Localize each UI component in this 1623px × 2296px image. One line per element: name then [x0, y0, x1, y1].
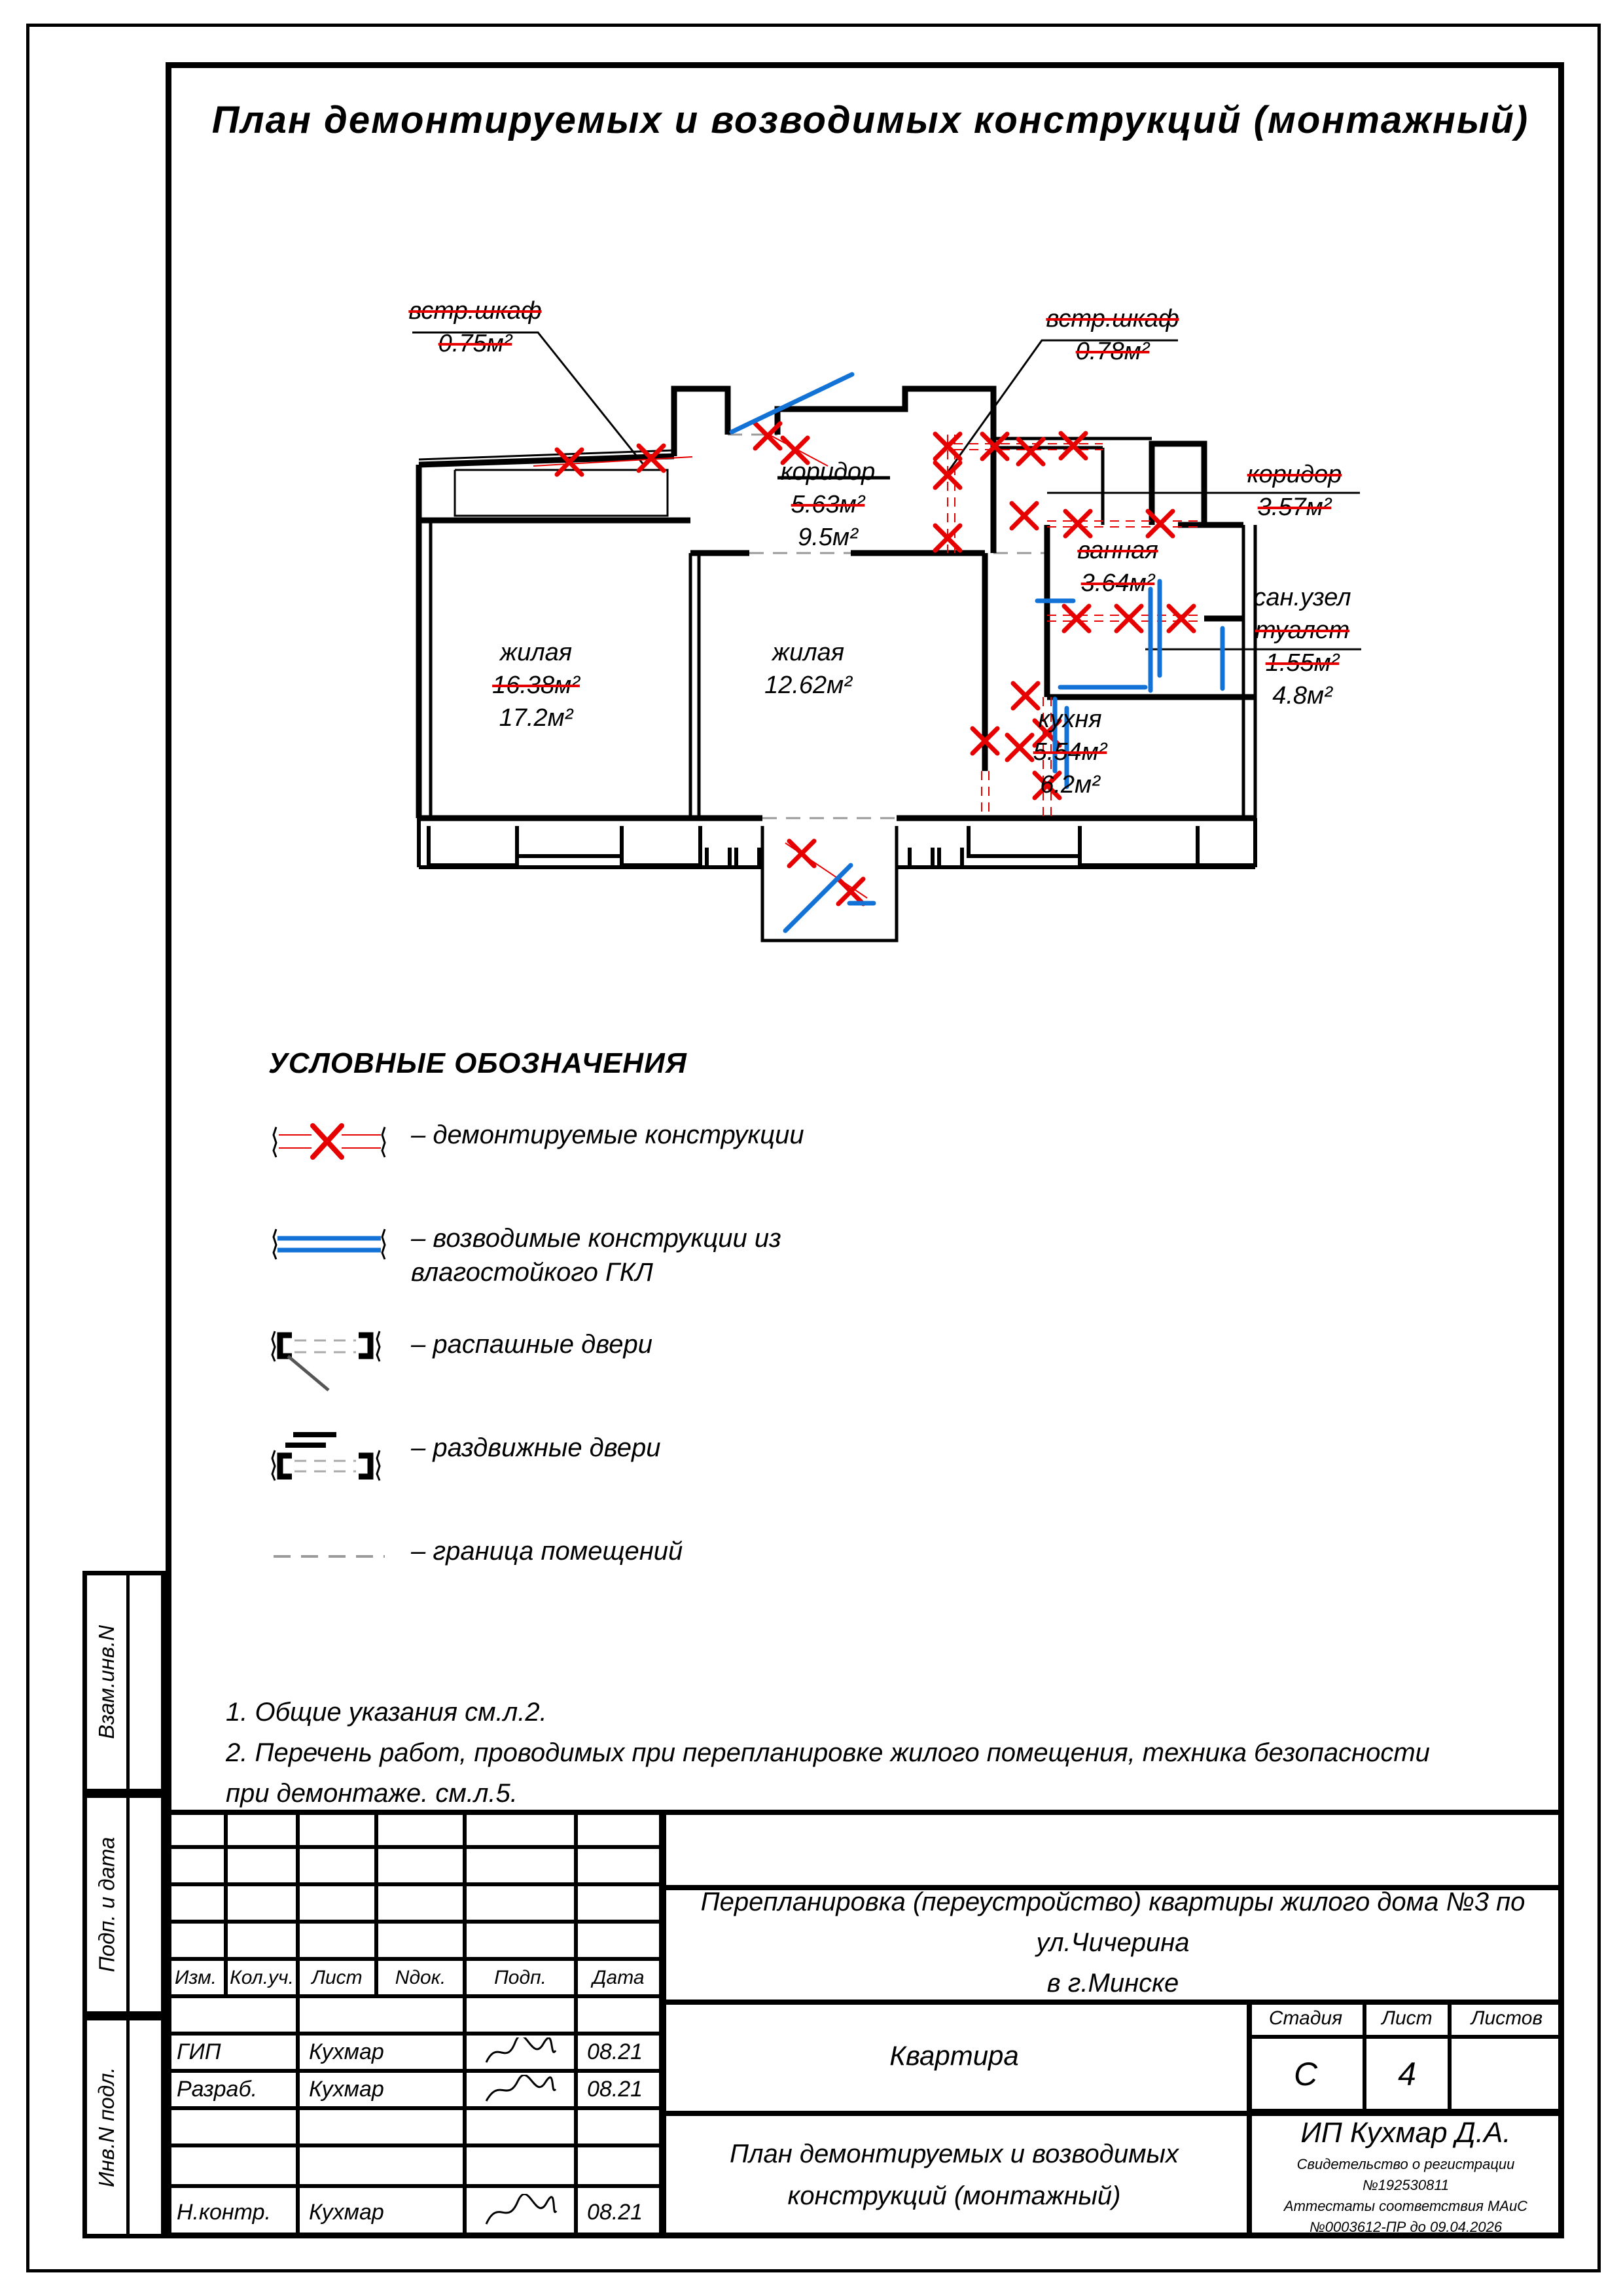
demolition-x-marks — [557, 423, 1194, 904]
stamp-name-nkontr: Кухмар — [298, 2186, 465, 2238]
plan-label-koridor-top: коридор 5.63м² 9.5м² — [780, 458, 876, 551]
stamp-col-izm: Изм. — [166, 1959, 226, 1996]
sheets-label: Листов — [1450, 2000, 1564, 2037]
legend-item-swing-door: – распашные двери — [268, 1327, 857, 1393]
stamp-col-podp: Подп. — [465, 1959, 576, 1996]
sheets-value — [1450, 2037, 1564, 2111]
plan-label-zhilaya-mid: жилая 12.62м² — [764, 639, 852, 699]
new-construction-symbol — [268, 1221, 393, 1287]
side-stamp-vzam — [82, 1571, 166, 1793]
stamp-date-razrab: 08.21 — [576, 2071, 661, 2108]
plan-label-sanuzel: сан.узел туалет 1.55м² 4.8м² — [1253, 584, 1351, 709]
legend — [268, 1047, 857, 1600]
plan-label-zhilaya-left: жилая 16.38м² 17.2м² — [492, 639, 580, 732]
stage-value: С — [1247, 2037, 1364, 2111]
plan-label-kuhnya: кухня 5.54м² 6.2м² — [1033, 706, 1107, 798]
plan-label-vannaya: ванная 3.64м² — [1077, 537, 1158, 597]
stamp-role-nkontr: Н.контр. — [166, 2186, 298, 2238]
room-boundary-symbol — [268, 1534, 393, 1600]
note-line: 2. Перечень работ, проводимых при перепланировке жилого помещения, техника безопасности — [226, 1738, 1430, 1767]
stamp-col-koluch: Кол.уч. — [226, 1959, 298, 1996]
sheet-label: Лист — [1364, 2000, 1450, 2037]
note-line: при демонтаже. см.л.5. — [226, 1779, 518, 1808]
legend-heading: УСЛОВНЫЕ ОБОЗНАЧЕНИЯ — [268, 1047, 687, 1079]
legend-item-new-gkl: – возводимые конструкции из влагостойкого ГКЛ — [268, 1221, 857, 1289]
leader-lines — [412, 332, 1361, 649]
stamp-col-data: Дата — [576, 1959, 661, 1996]
swing-door-symbol — [268, 1327, 393, 1393]
floor-plan-drawing — [393, 275, 1374, 995]
floor-plan — [393, 275, 1374, 995]
side-label-inv: Инв.N подл. — [94, 2067, 119, 2187]
stamp-role-razrab: Разраб. — [166, 2071, 298, 2108]
side-label-vzam: Взам.инв.N — [94, 1625, 118, 1739]
signature-razrab — [465, 2071, 576, 2108]
legend-item-sliding-door: – раздвижные двери — [268, 1431, 857, 1496]
legend-item-demolished: – демонтируемые конструкции — [268, 1118, 857, 1183]
stage-label: Стадия — [1247, 2000, 1364, 2037]
demolished-symbol — [268, 1118, 393, 1183]
plan-label-koridor-right: коридор 3.57м² — [1247, 461, 1342, 521]
stamp-name-razrab: Кухмар — [298, 2071, 465, 2108]
stamp-date-nkontr: 08.21 — [576, 2186, 661, 2238]
note-line: 1. Общие указания см.л.2. — [226, 1698, 547, 1727]
stamp-col-ndok: Nдок. — [376, 1959, 465, 1996]
side-label-podp: Подп. и дата — [94, 1837, 118, 1973]
legend-item-room-boundary: – граница помещений — [268, 1534, 857, 1600]
side-stamp-podp — [82, 1793, 166, 2016]
room-boundary-lines — [728, 435, 1047, 818]
signature-gip — [465, 2034, 576, 2071]
organization: ИП Кухмар Д.А. Свидетельство о регистрации №192530811 Аттестаты соответствия МАиС №0003612-ПР до 09.04.2026 — [1283, 2117, 1528, 2235]
walls-thick — [419, 389, 1255, 818]
object-name: Квартира — [889, 2039, 1019, 2071]
general-notes — [226, 1692, 1430, 1814]
plan-label-vstr-shkaf-left: встр.шкаф 0.75м² — [408, 297, 542, 357]
drawing-title: План демонтируемых и возводимых конструкций (монтажный) — [211, 99, 1529, 141]
footing — [419, 818, 1255, 867]
signature-nkontr — [465, 2186, 576, 2238]
stamp-col-list: Лист — [298, 1959, 376, 1996]
sheet-title: План демонтируемых и возводимых конструкций (монтажный) — [730, 2140, 1179, 2210]
plan-label-vstr-shkaf-right: встр.шкаф 0.78м² — [1046, 305, 1179, 365]
sheet-value: 4 — [1364, 2037, 1450, 2111]
stamp-name-gip: Кухмар — [298, 2034, 465, 2071]
sliding-door-symbol — [268, 1431, 393, 1496]
stamp-role-gip: ГИП — [166, 2034, 298, 2071]
project-name: Перепланировка (переустройство) квартиры жилого дома №3 по ул.Чичерина в г.Минске — [700, 1888, 1525, 1998]
stamp-date-gip: 08.21 — [576, 2034, 661, 2071]
side-stamp-inv — [82, 2016, 166, 2238]
